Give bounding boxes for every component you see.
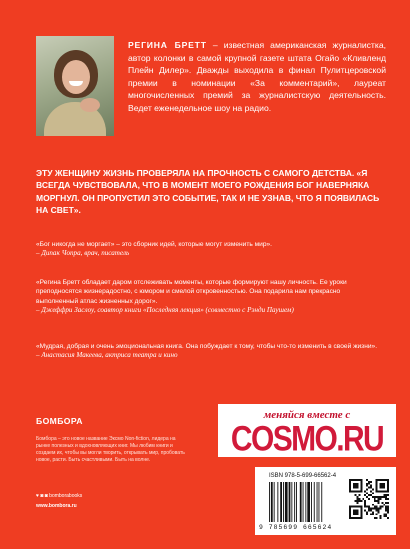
barcode-panel [255,467,396,535]
lead-paragraph: ЭТУ ЖЕНЩИНУ ЖИЗНЬ ПРОВЕРЯЛА НА ПРОЧНОСТЬ С САМОГО ДЕТСТВА. «Я ВСЕГДА ЧУВСТВОВАЛА, ЧТО В МОМЕНТ МОЕГО РОЖДЕНИЯ БОГ НАВЕРНЯКА МОРГНУЛ. ОН ПРОПУСТИЛ ЭТО СОБЫТИЕ, ТАК И НЕ УЗНАВ, ЧТО Я ПОЯВИЛАСЬ НА СВЕТ». [36,168,380,215]
author-bio-text: – известная американская журналистка, автор колонки в самой крупной газете штата Огайо «Кливленд Плейн Дилер». Дважды выходила в финал Пулитцеровской премии в номинации «За комментарий», лауреат многочисленных премий за журналистскую деятельность. Ведет еженедельное шоу на радио. [128,40,386,113]
review [36,240,382,259]
review [36,342,382,361]
publisher-social: ♥ ◙ ◙ bomborabooks [36,493,83,499]
promo-tagline: меняйся вместе с [263,409,351,421]
review-author: – Джеффри Заслоу, соавтор книги «Последняя лекция» (совместно с Рэнди Паушем) [36,306,294,315]
review-quote: «Регина Бретт обладает даром отслеживать моменты, которые формируют нашу личность. Ее уроки преподносятся жизнерадостно, с юмором и смелой откровенностью. Она подарила нам прекрасно выполненный атлас жизненных дорог». [36,279,347,305]
promo-brand: COSMO.RU [230,419,384,459]
review-quote: «Мудрая, добрая и очень эмоциональная книга. Она побуждает к тому, чтобы что-то изменить в своей жизни». [36,343,378,350]
review-author: – Анастасия Макеева, актриса театра и кино [36,351,178,360]
author-photo-face [62,60,90,94]
ean-number: 9 785699 665624 [259,524,333,531]
author-photo [36,36,114,136]
publisher-logo: БОМБОРА [36,416,83,426]
review-quote: «Бог никогда не моргает» – это сборник идей, которые могут изменить мир». [36,241,273,248]
author-name: РЕГИНА БРЕТТ [128,40,207,50]
isbn-label: ISBN 978-5-699-66562-4 [269,473,337,479]
review [36,278,382,316]
barcode-icon [269,482,343,522]
review-author: – Дипак Чопра, врач, писатель [36,249,130,258]
cosmo-promo [218,404,396,457]
publisher-website: www.bombora.ru [36,503,77,509]
publisher-description: Бомбора – это новое название Эксмо Non-fiction, лидера на рынке полезных и вдохновляющих книг. Мы любим книги и создаем их, чтобы вы могли творить, открывать мир, пробовать новое, расти. Быть счастливыми. Быть на волне. [36,436,185,464]
author-photo-hand [80,98,100,112]
qr-code-icon [349,479,389,519]
author-bio [128,39,386,114]
